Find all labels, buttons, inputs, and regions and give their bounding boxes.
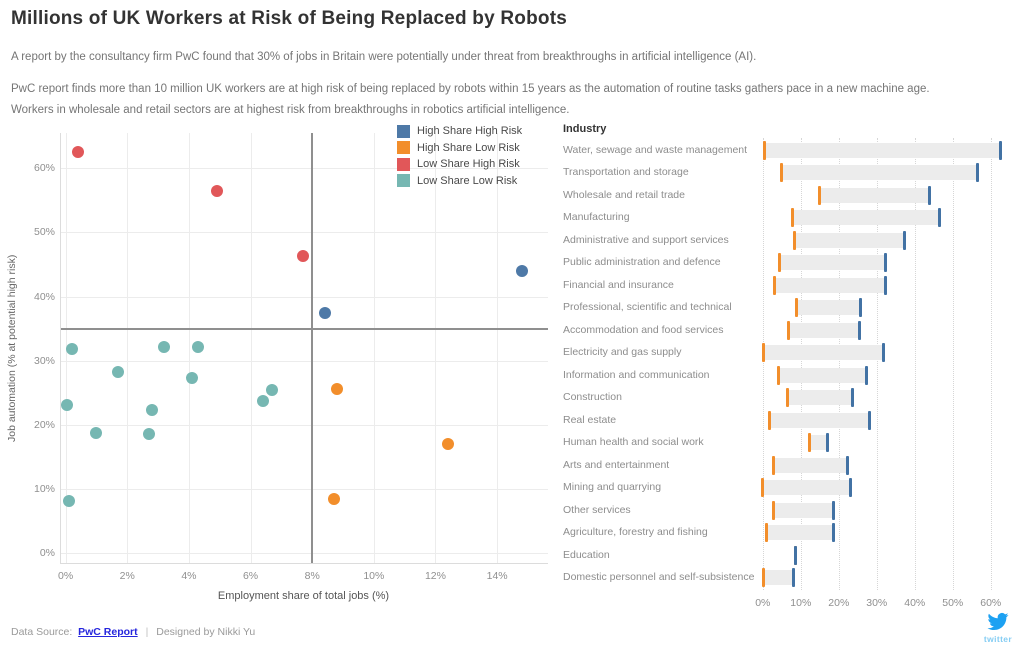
industry-label[interactable]: Professional, scientific and technical	[563, 301, 732, 313]
twitter-wordmark: twitter	[983, 634, 1013, 644]
employment-share-marker[interactable]	[772, 501, 775, 520]
employment-share-marker[interactable]	[808, 433, 811, 452]
range-x-tick-label: 40%	[904, 597, 926, 609]
automation-risk-marker[interactable]	[976, 163, 979, 182]
reference-line-y	[61, 328, 548, 330]
employment-share-marker[interactable]	[818, 186, 821, 205]
industry-label[interactable]: Water, sewage and waste management	[563, 143, 748, 156]
page-title: Millions of UK Workers at Risk of Being Replaced by Robots	[11, 8, 567, 29]
scatter-point[interactable]	[328, 493, 340, 505]
automation-risk-marker[interactable]	[832, 501, 835, 520]
scatter-legend	[397, 123, 522, 189]
scatter-point[interactable]	[90, 427, 102, 439]
legend-swatch	[397, 141, 410, 154]
legend-swatch	[397, 125, 410, 138]
scatter-point[interactable]	[266, 384, 278, 396]
range-bar[interactable]	[769, 413, 870, 428]
automation-risk-marker[interactable]	[928, 186, 931, 205]
scatter-y-tick-label: 10%	[33, 483, 55, 496]
industry-label[interactable]: Manufacturing	[563, 211, 630, 223]
scatter-point[interactable]	[143, 428, 155, 440]
scatter-y-tick-label: 40%	[33, 290, 55, 303]
industry-label[interactable]: Other services	[563, 503, 631, 516]
range-bar[interactable]	[767, 525, 834, 540]
industry-label[interactable]: Human health and social work	[563, 436, 704, 448]
legend-label: High Share High Risk	[417, 125, 523, 138]
legend-label: High Share Low Risk	[417, 141, 520, 154]
data-source-label: Data Source:	[11, 626, 73, 638]
range-x-tick-label: 60%	[980, 597, 1002, 609]
pwc-report-link[interactable]: PwC Report	[78, 626, 138, 638]
automation-risk-marker[interactable]	[938, 208, 941, 227]
industry-list	[563, 138, 756, 590]
employment-share-marker[interactable]	[765, 523, 768, 542]
scatter-point[interactable]	[66, 343, 78, 355]
industry-label[interactable]: Transportation and storage	[563, 166, 689, 178]
employment-share-marker[interactable]	[795, 298, 798, 317]
scatter-y-tick-label: 30%	[33, 354, 55, 367]
industry-label[interactable]: Information and communication	[563, 368, 710, 381]
scatter-y-tick-label: 50%	[33, 226, 55, 239]
scatter-plot	[33, 133, 548, 582]
legend-item[interactable]	[397, 140, 522, 157]
range-x-tick-label: 30%	[866, 597, 888, 609]
automation-risk-marker[interactable]	[794, 546, 797, 565]
scatter-x-tick-label: 12%	[424, 570, 446, 582]
scatter-point[interactable]	[442, 438, 454, 450]
automation-risk-marker[interactable]	[849, 478, 852, 497]
scatter-gridline-v	[189, 133, 190, 563]
industry-label[interactable]: Education	[563, 548, 610, 561]
range-bar[interactable]	[779, 255, 885, 270]
industry-label[interactable]: Domestic personnel and self-subsistence	[563, 571, 755, 583]
legend-label: Low Share High Risk	[417, 158, 520, 171]
scatter-point[interactable]	[186, 372, 198, 384]
scatter-y-tick-label: 20%	[33, 419, 55, 431]
automation-risk-marker[interactable]	[884, 253, 887, 272]
industry-label[interactable]: Accommodation and food services	[563, 323, 724, 336]
twitter-logo[interactable]	[977, 611, 1019, 644]
range-gridline	[763, 138, 764, 590]
employment-share-marker[interactable]	[762, 568, 765, 587]
range-bar[interactable]	[792, 210, 939, 225]
employment-share-marker[interactable]	[786, 388, 789, 407]
range-bar[interactable]	[795, 233, 905, 248]
automation-risk-marker[interactable]	[832, 523, 835, 542]
scatter-point[interactable]	[63, 495, 75, 507]
automation-risk-marker[interactable]	[903, 231, 906, 250]
employment-share-marker[interactable]	[762, 343, 765, 362]
range-bar[interactable]	[764, 143, 1000, 158]
scatter-point[interactable]	[257, 395, 269, 407]
range-gridline	[991, 138, 992, 590]
scatter-gridline-v	[374, 133, 375, 563]
automation-risk-marker[interactable]	[865, 366, 868, 385]
automation-risk-marker[interactable]	[859, 298, 862, 317]
automation-risk-marker[interactable]	[999, 141, 1002, 160]
footer	[11, 626, 255, 638]
reference-line-x	[311, 133, 313, 563]
scatter-gridline-v	[251, 133, 252, 563]
industry-label[interactable]: Arts and entertainment	[563, 458, 670, 471]
range-x-tick-label: 10%	[790, 597, 812, 609]
scatter-point[interactable]	[112, 366, 124, 378]
scatter-x-tick-label: 0%	[58, 570, 74, 582]
employment-share-marker[interactable]	[772, 456, 775, 475]
range-x-tick-label: 50%	[942, 597, 964, 609]
range-gridline	[953, 138, 954, 590]
scatter-point[interactable]	[158, 341, 170, 353]
employment-share-marker[interactable]	[763, 141, 766, 160]
range-bar[interactable]	[764, 345, 884, 360]
scatter-point[interactable]	[331, 383, 343, 395]
range-bar[interactable]	[763, 480, 851, 495]
range-bar[interactable]	[773, 458, 847, 473]
scatter-gridline-h	[61, 489, 548, 490]
industry-label[interactable]: Financial and insurance	[563, 278, 674, 291]
automation-risk-marker[interactable]	[858, 321, 861, 340]
industry-label[interactable]: Construction	[563, 391, 622, 403]
range-bar[interactable]	[778, 368, 866, 383]
scatter-point[interactable]	[192, 341, 204, 353]
scatter-gridline-h	[61, 361, 548, 362]
scatter-x-tick-label: 14%	[486, 570, 508, 582]
industry-label[interactable]: Wholesale and retail trade	[563, 188, 685, 201]
scatter-y-tick-label: 60%	[33, 162, 55, 175]
range-gridline	[839, 138, 840, 590]
legend-item[interactable]	[397, 173, 522, 190]
scatter-point[interactable]	[146, 404, 158, 416]
range-gridline	[877, 138, 878, 590]
automation-risk-marker[interactable]	[884, 276, 887, 295]
range-bar[interactable]	[787, 390, 853, 405]
range-bar[interactable]	[788, 323, 859, 338]
range-gridline	[915, 138, 916, 590]
legend-item[interactable]	[397, 156, 522, 173]
legend-swatch	[397, 174, 410, 187]
scatter-x-tick-label: 8%	[304, 570, 320, 582]
scatter-gridline-h	[61, 425, 548, 426]
scatter-x-axis-title: Employment share of total jobs (%)	[217, 590, 390, 602]
range-bar[interactable]	[773, 503, 833, 518]
range-x-tick-label: 20%	[828, 597, 850, 609]
range-chart	[755, 138, 1009, 609]
scatter-point[interactable]	[297, 250, 309, 262]
range-gridline	[801, 138, 802, 590]
employment-share-marker[interactable]	[778, 253, 781, 272]
scatter-gridline-h	[61, 553, 548, 554]
employment-share-marker[interactable]	[791, 208, 794, 227]
employment-share-marker[interactable]	[768, 411, 771, 430]
scatter-point[interactable]	[61, 399, 73, 411]
automation-risk-marker[interactable]	[792, 568, 795, 587]
scatter-x-tick-label: 4%	[181, 570, 197, 582]
footer-separator: |	[145, 626, 149, 638]
scatter-point[interactable]	[319, 307, 331, 319]
automation-risk-marker[interactable]	[868, 411, 871, 430]
legend-item[interactable]	[397, 123, 522, 140]
industry-label[interactable]: Real estate	[563, 413, 617, 426]
employment-share-marker[interactable]	[773, 276, 776, 295]
employment-share-marker[interactable]	[787, 321, 790, 340]
industry-column-header: Industry	[563, 123, 607, 135]
legend-swatch	[397, 158, 410, 171]
industry-label[interactable]: Agriculture, forestry and fishing	[563, 526, 708, 538]
range-bar[interactable]	[781, 165, 977, 180]
industry-label[interactable]: Mining and quarrying	[563, 481, 662, 493]
scatter-x-tick-label: 10%	[363, 570, 385, 582]
scatter-gridline-v	[435, 133, 436, 563]
automation-risk-marker[interactable]	[846, 456, 849, 475]
employment-share-marker[interactable]	[777, 366, 780, 385]
legend-label: Low Share Low Risk	[417, 174, 518, 187]
industry-label[interactable]: Administrative and support services	[563, 233, 729, 246]
scatter-gridline-v	[497, 133, 498, 563]
description: PwC report finds more than 10 million UK workers are at high risk of being replaced by robots within 15 years as the automation of routine tasks gathers pace in a new machine age. Workers in wholesale and retail sectors are at highest risk from breakthroughs in robotics artificial intelligence.	[11, 83, 930, 116]
automation-risk-marker[interactable]	[882, 343, 885, 362]
subtitle: A report by the consultancy firm PwC found that 30% of jobs in Britain were potentially under threat from breakthroughs in artificial intelligence (AI).	[11, 51, 757, 63]
range-bar[interactable]	[810, 435, 827, 450]
scatter-point[interactable]	[516, 265, 528, 277]
industry-label[interactable]: Electricity and gas supply	[563, 346, 682, 358]
employment-share-marker[interactable]	[793, 231, 796, 250]
range-bar[interactable]	[763, 570, 793, 585]
range-bar[interactable]	[819, 188, 930, 203]
scatter-x-tick-label: 2%	[119, 570, 135, 582]
scatter-x-tick-label: 6%	[242, 570, 259, 582]
designer-credit: Designed by Nikki Yu	[156, 626, 256, 638]
scatter-gridline-v	[127, 133, 128, 563]
scatter-point[interactable]	[72, 146, 84, 158]
range-bar[interactable]	[775, 278, 885, 293]
automation-risk-marker[interactable]	[826, 433, 829, 452]
range-bar[interactable]	[796, 300, 860, 315]
scatter-gridline-h	[61, 297, 548, 298]
scatter-y-axis-title: Job automation (% at potential high risk)	[6, 254, 18, 442]
scatter-point[interactable]	[211, 185, 223, 197]
scatter-gridline-h	[61, 232, 548, 233]
range-x-tick-label: 0%	[755, 597, 771, 609]
employment-share-marker[interactable]	[780, 163, 783, 182]
automation-risk-marker[interactable]	[851, 388, 854, 407]
industry-label[interactable]: Public administration and defence	[563, 256, 721, 268]
scatter-y-tick-label: 0%	[39, 547, 55, 560]
